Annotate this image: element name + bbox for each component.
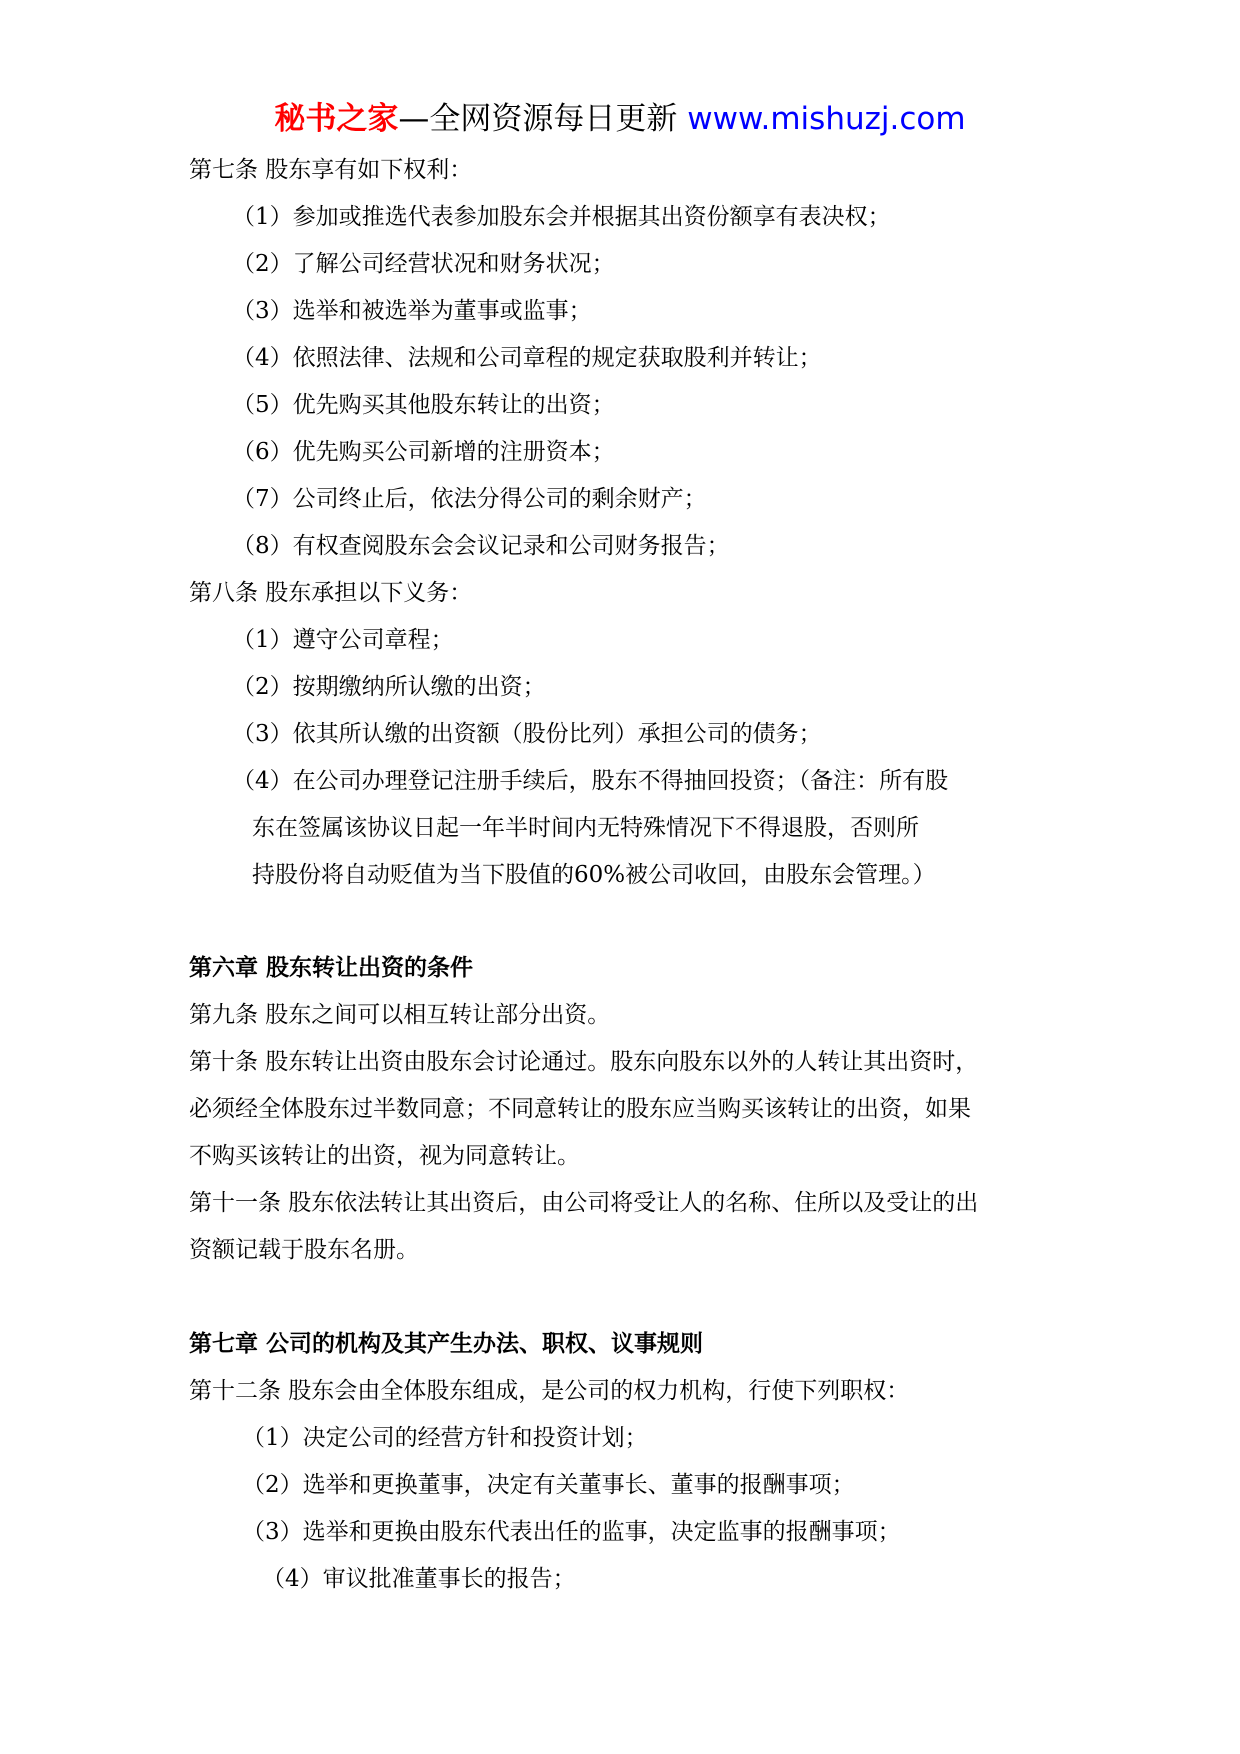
list-item: （8）有权查阅股东会会议记录和公司财务报告； bbox=[232, 533, 730, 559]
article-10-text-line: 必须经全体股东过半数同意；不同意转让的股东应当购买该转让的出资，如果 bbox=[189, 1096, 971, 1122]
list-item: （5）优先购买其他股东转让的出资； bbox=[232, 392, 615, 418]
list-item-continuation: 东在签属该协议日起一年半时间内无特殊情况下不得退股，否则所 bbox=[252, 815, 919, 841]
list-item: （1）决定公司的经营方针和投资计划； bbox=[242, 1425, 648, 1451]
article-7-heading: 第七条 股东享有如下权利： bbox=[189, 157, 473, 183]
list-item: （4）在公司办理登记注册手续后，股东不得抽回投资；（备注：所有股 bbox=[232, 768, 949, 794]
site-brand: 秘书之家 bbox=[274, 101, 399, 137]
list-item: （4）依照法律、法规和公司章程的规定获取股利并转让； bbox=[232, 345, 822, 371]
site-header bbox=[0, 98, 1240, 140]
list-item: （3）依其所认缴的出资额（股份比列）承担公司的债务； bbox=[232, 721, 822, 747]
article-12-heading: 第十二条 股东会由全体股东组成，是公司的权力机构，行使下列职权： bbox=[189, 1378, 910, 1404]
list-item: （1）参加或推选代表参加股东会并根据其出资份额享有表决权； bbox=[232, 204, 891, 230]
article-11-text-line: 第十一条 股东依法转让其出资后，由公司将受让人的名称、住所以及受让的出 bbox=[189, 1190, 979, 1216]
list-item-continuation: 持股份将自动贬值为当下股值的60%被公司收回，由股东会管理。） bbox=[252, 862, 936, 888]
list-item: （2）按期缴纳所认缴的出资； bbox=[232, 674, 546, 700]
list-item: （2）选举和更换董事，决定有关董事长、董事的报酬事项； bbox=[242, 1472, 855, 1498]
list-item: （3）选举和更换由股东代表出任的监事，决定监事的报酬事项； bbox=[242, 1519, 901, 1545]
chapter-7-title: 第七章 公司的机构及其产生办法、职权、议事规则 bbox=[189, 1330, 704, 1357]
article-11-text-line: 资额记载于股东名册。 bbox=[189, 1237, 419, 1263]
list-item: （2）了解公司经营状况和财务状况； bbox=[232, 251, 615, 277]
list-item: （6）优先购买公司新增的注册资本； bbox=[232, 439, 615, 465]
article-9-text: 第九条 股东之间可以相互转让部分出资。 bbox=[189, 1002, 611, 1028]
list-item: （4）审议批准董事长的报告； bbox=[262, 1566, 576, 1592]
article-10-text-line: 不购买该转让的出资，视为同意转让。 bbox=[189, 1143, 580, 1169]
article-10-text-line: 第十条 股东转让出资由股东会讨论通过。股东向股东以外的人转让其出资时， bbox=[189, 1049, 979, 1075]
site-tagline: —全网资源每日更新 bbox=[398, 101, 688, 137]
list-item: （1）遵守公司章程； bbox=[232, 627, 454, 653]
list-item: （3）选举和被选举为董事或监事； bbox=[232, 298, 592, 324]
list-item: （7）公司终止后，依法分得公司的剩余财产； bbox=[232, 486, 707, 512]
article-8-heading: 第八条 股东承担以下义务： bbox=[189, 580, 473, 606]
site-url-link[interactable]: www.mishuzj.com bbox=[687, 101, 966, 137]
chapter-6-title: 第六章 股东转让出资的条件 bbox=[189, 954, 474, 981]
